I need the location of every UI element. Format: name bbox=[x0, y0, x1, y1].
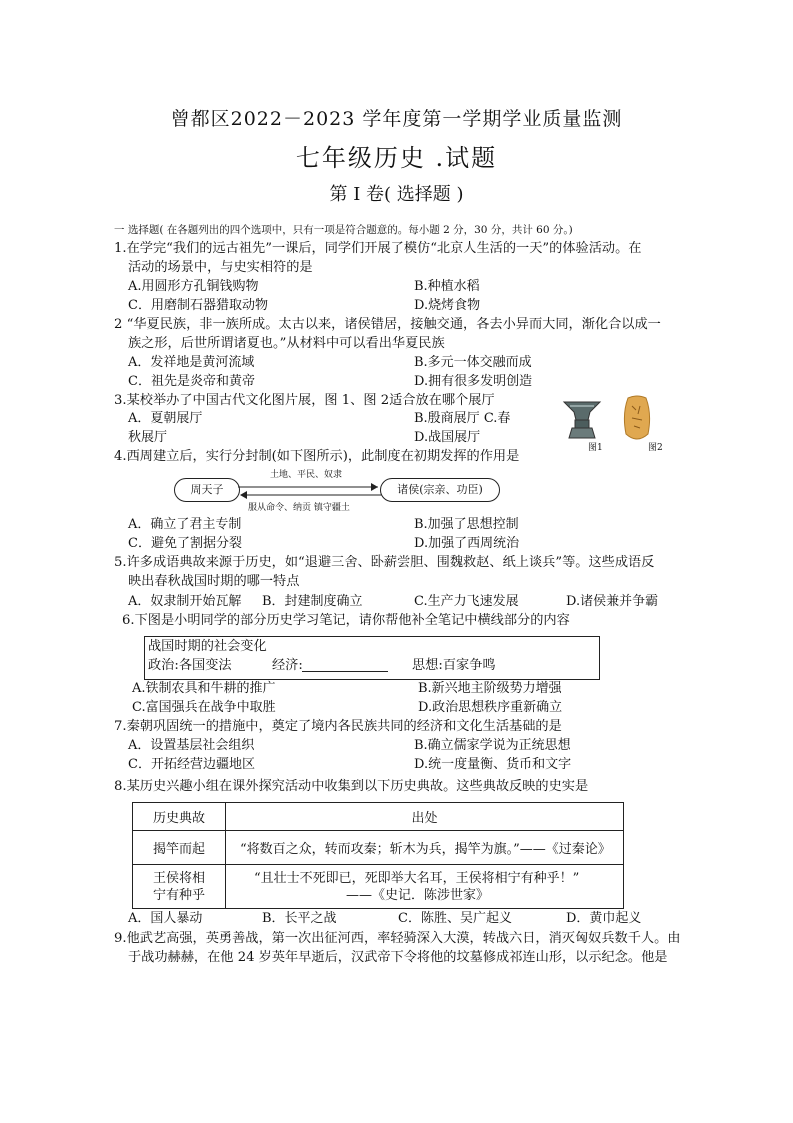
q5-stem-line1: 5.许多成语典故来源于历史，如“退避三舍、卧薪尝胆、围魏救赵、纸上谈兵”等。这些成语反 bbox=[114, 555, 655, 570]
q8-stem-line1: 8.某历史兴趣小组在课外探究活动中收集到以下历史典故。这些典故反映的史实是 bbox=[114, 779, 589, 794]
q2-stem-line1: 2 “华夏民族，非一族所成。太古以来，诸侯错居，接触交通，各去小异而大同，渐化合以成一 bbox=[114, 317, 661, 332]
table-cell-story: 揭竿而起 bbox=[133, 831, 226, 865]
q9-stem-line1: 9.他武艺高强，英勇善战，第一次出征河西，率轻骑深入大漠，转战六日，消灭匈奴兵数千人。由 bbox=[114, 931, 681, 946]
q3-option-c-cont[interactable]: 秋展厅 bbox=[128, 430, 168, 445]
q2-option-c[interactable]: C．祖先是炎帝和黄帝 bbox=[128, 374, 255, 389]
note-politics: 政治:各国变法 bbox=[148, 658, 232, 673]
table-cell-source bbox=[226, 865, 624, 909]
q6-option-b[interactable]: B.新兴地主阶级势力增强 bbox=[418, 681, 562, 696]
q7-option-d[interactable]: D.统一度量衡、货币和文字 bbox=[414, 757, 572, 772]
q1-stem-line2: 活动的场景中，与史实相符的是 bbox=[128, 260, 313, 275]
table-row bbox=[133, 831, 624, 865]
q6-option-c[interactable]: C.富国强兵在战争中取胜 bbox=[132, 700, 276, 715]
q1-option-b[interactable]: B.种植水稻 bbox=[414, 279, 480, 294]
figure-2-caption: 图2 bbox=[648, 443, 663, 453]
q8-option-b[interactable]: B．长平之战 bbox=[262, 911, 337, 926]
q1-option-c[interactable]: C．用磨制石器猎取动物 bbox=[128, 298, 268, 313]
diagram-node-vassals: 诸侯(宗亲、功臣) bbox=[380, 478, 500, 502]
figure-1-caption: 图1 bbox=[588, 443, 603, 453]
table-cell-source: “将数百之众，转而攻秦；斩木为兵，揭竿为旗。”——《过秦论》 bbox=[226, 831, 624, 865]
oracle-bone-figure-icon bbox=[622, 394, 652, 444]
q8-option-a[interactable]: A．国人暴动 bbox=[128, 911, 203, 926]
q4-option-a[interactable]: A．确立了君主专制 bbox=[128, 517, 242, 532]
note-thought: 思想:百家争鸣 bbox=[412, 658, 496, 673]
story-line: 宁有种乎 bbox=[152, 887, 205, 903]
q3-option-a[interactable]: A．夏朝展厅 bbox=[128, 411, 203, 426]
q6-stem-line1: 6.下图是小明同学的部分历史学习笔记，请你帮他补全笔记中横线部分的内容 bbox=[122, 613, 570, 628]
table-cell-story bbox=[133, 865, 226, 909]
q7-option-b[interactable]: B.确立儒家学说为正统思想 bbox=[414, 738, 571, 753]
bronze-vessel-figure-icon bbox=[560, 398, 604, 442]
section-title: 第 I 卷( 选择题 ) bbox=[329, 184, 464, 205]
q5-option-c[interactable]: C.生产力飞速发展 bbox=[414, 594, 519, 609]
note-economy: 经济: bbox=[272, 658, 303, 673]
q5-option-a[interactable]: A．奴隶制开始瓦解 bbox=[128, 594, 242, 609]
q2-option-b[interactable]: B.多元一体交融而成 bbox=[414, 355, 532, 370]
q7-stem-line1: 7.秦朝巩固统一的措施中，奠定了境内各民族共同的经济和文化生活基础的是 bbox=[114, 719, 562, 734]
story-line: 王侯将相 bbox=[152, 870, 205, 886]
diagram-top-label: 土地、平民、奴隶 bbox=[270, 470, 343, 480]
table-header-story: 历史典故 bbox=[133, 803, 226, 831]
table-header-source: 出处 bbox=[226, 803, 624, 831]
q7-option-a[interactable]: A．设置基层社会组织 bbox=[128, 738, 255, 753]
q4-option-d[interactable]: D.加强了西周统治 bbox=[414, 536, 520, 551]
instructions: 一 选择题( 在各题列出的四个选项中，只有一项是符合题意的。每小题 2 分，30 分，共计 60 分。) bbox=[114, 224, 573, 236]
q3-option-b[interactable]: B.殷商展厅 C.春 bbox=[414, 411, 511, 426]
q5-option-d[interactable]: D.诸侯兼并争霸 bbox=[566, 594, 659, 609]
q7-option-c[interactable]: C．开拓经营边疆地区 bbox=[128, 757, 255, 772]
q9-stem-line2: 于战功赫赫，在他 24 岁英年早逝后，汉武帝下令将他的坟墓修成祁连山形，以示纪念。他是 bbox=[128, 950, 668, 965]
q1-option-d[interactable]: D.烧烤食物 bbox=[414, 298, 481, 313]
q1-option-a[interactable]: A.用圆形方孔铜钱购物 bbox=[128, 279, 259, 294]
q8-option-c[interactable]: C．陈胜、吴广起义 bbox=[398, 911, 512, 926]
diagram-node-king: 周天子 bbox=[174, 478, 240, 502]
q2-option-d[interactable]: D.拥有很多发明创造 bbox=[414, 374, 533, 389]
source-line: “且壮士不死即已，死即举大名耳，王侯将相宁有种乎！” bbox=[254, 870, 580, 886]
q3-stem-line1: 3.某校举办了中国古代文化图片展，图 1、图 2适合放在哪个展厅 bbox=[114, 393, 495, 408]
q2-stem-line2: 族之形，后世所谓诸夏也。”从材料中可以看出华夏民族 bbox=[128, 336, 445, 351]
table-row bbox=[133, 865, 624, 909]
exam-title: 曾都区2022－2023 学年度第一学期学业质量监测 bbox=[170, 108, 623, 130]
q4-option-c[interactable]: C．避免了割据分裂 bbox=[128, 536, 242, 551]
q8-option-d[interactable]: D．黄巾起义 bbox=[566, 911, 642, 926]
historical-stories-table bbox=[132, 802, 624, 909]
q4-option-b[interactable]: B.加强了思想控制 bbox=[414, 517, 519, 532]
diagram-bottom-label: 服从命令、纳贡 镇守疆土 bbox=[248, 503, 350, 513]
q3-option-d[interactable]: D.战国展厅 bbox=[414, 430, 481, 445]
exam-subtitle: 七年级历史 .试题 bbox=[295, 144, 498, 172]
q1-stem-line1: 1.在学完“我们的远古祖先”一课后，同学们开展了模仿“北京人生活的一天”的体验活动。在 bbox=[114, 241, 642, 256]
note-economy-blank[interactable] bbox=[302, 671, 388, 672]
q6-option-d[interactable]: D.政治思想秩序重新确立 bbox=[418, 700, 563, 715]
q2-option-a[interactable]: A．发祥地是黄河流域 bbox=[128, 355, 255, 370]
q5-option-b[interactable]: B．封建制度确立 bbox=[262, 594, 363, 609]
note-title: 战国时期的社会变化 bbox=[148, 639, 267, 654]
q6-option-a[interactable]: A.铁制农具和牛耕的推广 bbox=[132, 681, 276, 696]
source-line: ——《史记．陈涉世家》 bbox=[346, 887, 490, 903]
q5-stem-line2: 映出春秋战国时期的哪一特点 bbox=[128, 574, 300, 589]
q4-stem-line1: 4.西周建立后，实行分封制(如下图所示)，此制度在初期发挥的作用是 bbox=[114, 449, 520, 464]
